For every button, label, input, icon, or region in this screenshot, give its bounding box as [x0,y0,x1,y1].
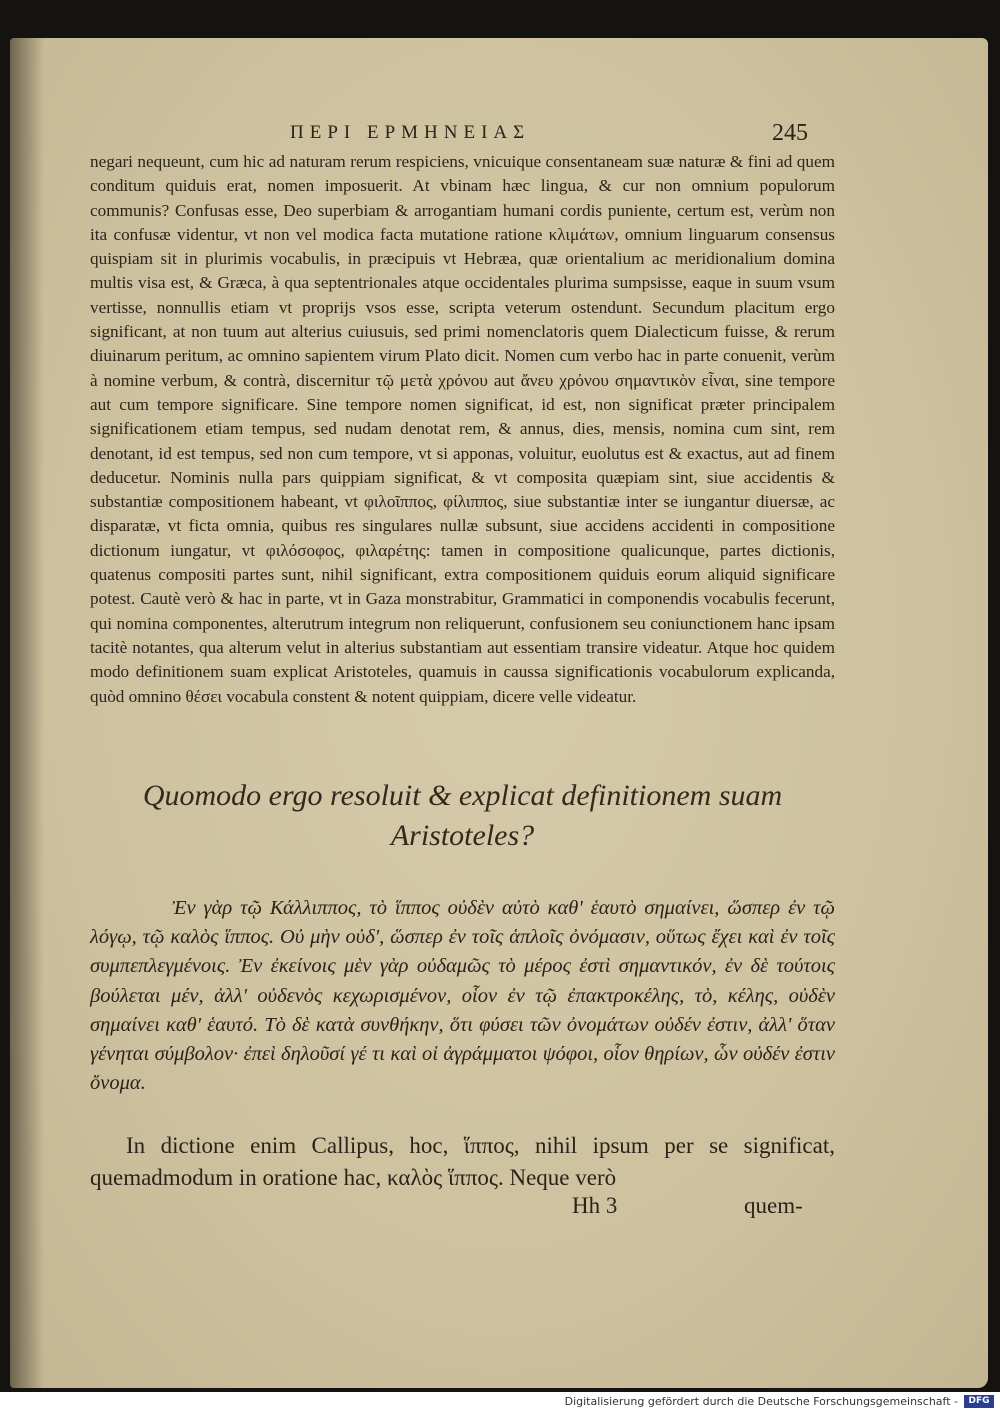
signature-mark: Hh 3 [572,1193,618,1218]
latin-translation [90,1130,835,1194]
greek-quotation-text: Ἐν γὰρ τῷ Κάλλιππος, τὸ ἵππος οὐδὲν αὐτὸ καθ' ἑαυτὸ σημαίνει, ὥσπερ ἐν τῷ λόγῳ, τῷ καλὸς ἵππος. Οὐ μὴν οὐδ', ὥσπερ ἐν τοῖς ἁπλοῖς ὀνόμασιν, οὕτως ἔχει καὶ ἐν τοῖς συμπεπλεγμένοις. Ἐν ἐκείνοις μὲν γὰρ οὐδαμῶς τὸ μέρος ἐστὶ σημαντικόν, ἐν δὲ τούτοις βούλεται μέν, ἀλλ' οὐδενὸς κεχωρισμένον, οἷον ἐν τῷ ἐπακτροκέλης, τὸ, κέλης, οὐδὲν σημαίνει καθ' ἑαυτό. Τὸ δὲ κατὰ συνθήκην, ὅτι φύσει τῶν ὀνομάτων οὐδέν ἐστιν, ἀλλ' ὅταν γένηται σύμβολον· ἐπεὶ δηλοῦσί γέ τι καὶ οἱ ἀγράμματοι ψόφοι, οἷον θηρίων, ὧν οὐδέν ἐστιν ὄνομα. [90,897,835,1095]
body-paragraph: negari nequeunt, cum hic ad naturam rerum respiciens, vnicuique consentaneam suæ naturæ & fini ad quem conditum quiduis erat, nomen imposuerit. At vbinam hæc lingua, & cur non omnium populorum communis? Confusas esse, Deo superbiam & arrogantiam humani cordis puniente, certum est, verùm non ita confusæ videntur, vt non vel modica facta mutatione ratione κλιμάτων, omnium linguarum consensus quispiam sit in plurimis vocabulis, in præcipuis vt Hebræa, quæ orientalium ac meridionalium domina multis visa est, & Græca, à qua septentrionales atque occidentales plurima sumpsisse, eaque in suum vsum vertisse, nonnullis etiam vt proprijs vsos esse, scripta veterum ostendunt. Secundum placitum ergo significant, at non tuum aut alterius cuiusuis, sed primi nomenclatoris quem Dialecticum fuisse, & rerum diuinarum peritum, ac omnino sapientem virum Plato dicit. Nomen cum verbo hac in parte conuenit, verùm à nomine verbum, & contrà, discernitur τῷ μετὰ χρόνου aut ἄνευ χρόνου σημαντικὸν εἶναι, sine tempore aut cum tempore significare. Sine tempore nomen significat, id est, non significat præter principalem significationem etiam tempus, sed nudam denotat rem, & annus, dies, mensis, nomina cum sint, rem denotant, id est tempus, sed non cum tempore, vt si apponas, voluitur, euolutus est & exactus, aut ad finem deducetur. Nominis nulla pars quippiam significat, & vt composita quæpiam sint, siue accidentis & substantiæ compositionem habeant, vt φιλοῖππος, φίλιππος, siue substantiæ inter se iungantur diuersæ, ac disparatæ, vt ficta omnia, quibus res singulares nullæ subsunt, siue accidens accidenti in compositione dictionum iungatur, vt φιλόσοφος, φιλαρέτης: tamen in compositione qualicunque, partes dictionis, quatenus compositi partes sunt, nihil significant, extra compositionem quiduis eorum aliquid significare potest. Cautè verò & hac in parte, vt in Gaza monstrabitur, Grammatici in componendis vocabulis fecerunt, qui nomina componentes, alterutrum integrum non reliquerunt, confusionem seu coniunctionem hanc ipsam tacitè notantes, qua alterum velut in alterius substantiam aut essentiam transire videatur. Atque hoc quidem modo definitionem suam explicat Aristoteles, quamuis in caussa significationis vocabulorum explicanda, quòd omnino θέσει vocabula constent & notent quippiam, dicere velle videatur. [90,152,835,706]
spine-shadow [10,38,44,1388]
heading-line-2: Aristoteles? [390,819,535,852]
latin-translation-text: In dictione enim Callipus, hoc, ἵππος, nihil ipsum per se significat, quemadmodum in oratione hac, καλὸς ἵππος. Neque verò [90,1133,835,1190]
body-text [90,150,835,709]
digitization-footer [0,1392,1000,1412]
book-page [10,38,988,1388]
greek-quotation [90,894,835,1098]
section-heading [90,776,835,856]
dfg-logo-icon: DFG [964,1395,994,1408]
footer-credit: Digitalisierung gefördert durch die Deutsche Forschungsgemeinschaft - [564,1395,958,1408]
page-number: 245 [772,120,808,146]
running-title: ΠΕΡΙ ΕΡΜΗΝΕΙΑΣ [290,122,531,143]
catchword: quem- [744,1193,803,1218]
running-head [10,122,988,152]
heading-line-1: Quomodo ergo resoluit & explicat definitionem suam [142,779,783,812]
